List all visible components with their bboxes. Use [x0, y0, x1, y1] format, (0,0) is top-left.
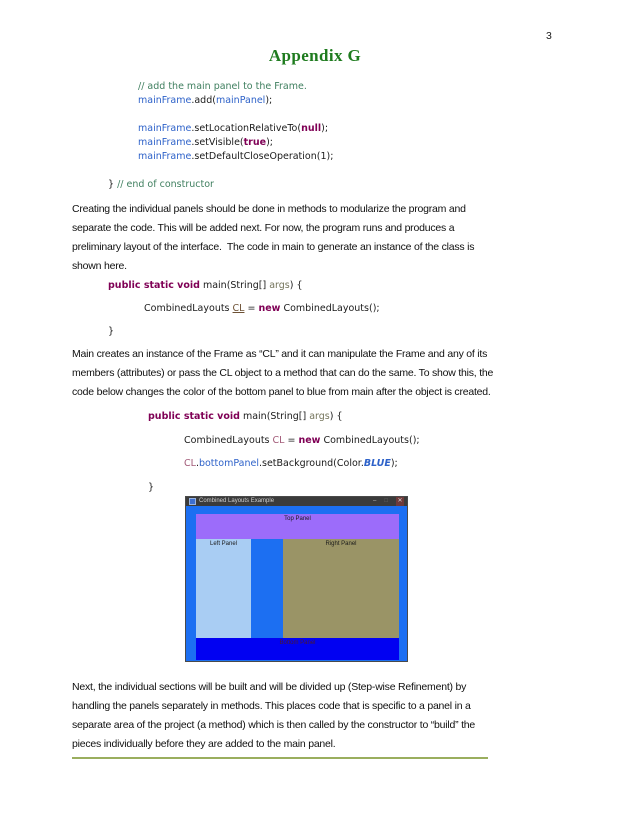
paragraph-line: preliminary layout of the interface. The code in main to generate an instance of the class is — [72, 241, 475, 253]
code-line: } — [148, 481, 155, 493]
code-block-main-1 — [108, 274, 380, 343]
code-line — [108, 164, 333, 178]
paragraph-line: shown here. — [72, 260, 127, 272]
maximize-icon: □ — [384, 498, 388, 504]
page-number: 3 — [546, 30, 552, 42]
code-line: CombinedLayouts CL = new CombinedLayouts(); — [144, 303, 380, 314]
paragraph-line: Next, the individual sections will be built and will be divided up (Step-wise Refinement) by — [72, 681, 467, 693]
code-block-main-2 — [148, 405, 420, 499]
top-panel — [196, 514, 399, 539]
left-panel — [196, 539, 251, 638]
paragraph-modularize — [72, 200, 474, 276]
embedded-app-screenshot — [185, 496, 408, 662]
paragraph-line: separate the code. This will be added next. For now, the program runs and produces a — [72, 222, 455, 234]
code-block-constructor-end — [108, 80, 333, 192]
paragraph-line: pieces individually before they are added to the main panel. — [72, 738, 336, 750]
code-line: mainFrame.setDefaultCloseOperation(1); — [138, 151, 334, 162]
paragraph-line: handling the panels separately in methods. This places code that is specific to a panel in a — [72, 700, 471, 712]
code-line: public static void main(String[] args) { — [108, 280, 303, 291]
paragraph-line: Creating the individual panels should be done in methods to modularize the program and — [72, 203, 466, 215]
minimize-icon: – — [373, 498, 377, 504]
right-panel-label: Right Panel — [325, 541, 357, 547]
paragraph-line: code below changes the color of the bottom panel to blue from main after the object is created. — [72, 386, 491, 398]
code-line: mainFrame.setVisible(true); — [138, 137, 273, 148]
right-panel — [283, 539, 399, 638]
code-line: mainFrame.add(mainPanel); — [138, 95, 273, 106]
code-line: CombinedLayouts CL = new CombinedLayouts(); — [184, 434, 420, 446]
left-panel-label: Left Panel — [209, 541, 238, 547]
app-window-icon — [189, 498, 196, 505]
paragraph-line: separate area of the project (a method) which is then called by the constructor to “build” the — [72, 719, 476, 731]
bottom-panel — [196, 638, 399, 660]
paragraph-line: Main creates an instance of the Frame as “CL” and it can manipulate the Frame and any of its — [72, 348, 488, 360]
paragraph-line: members (attributes) or pass the CL object to a method that can do the same. To show this, the — [72, 367, 494, 379]
close-icon: ✕ — [397, 498, 403, 504]
code-line: } // end of constructor — [108, 179, 214, 190]
top-panel-label: Top Panel — [284, 516, 311, 522]
app-window-controls — [373, 497, 404, 506]
paragraph-main-instance — [72, 345, 493, 402]
page-title: Appendix G — [268, 46, 362, 65]
app-titlebar — [186, 497, 407, 506]
app-window-title: Combined Layouts Example — [199, 498, 275, 504]
code-line: // add the main panel to the Frame. — [138, 81, 307, 92]
code-line: CL.bottomPanel.setBackground(Color.BLUE); — [184, 458, 398, 469]
footer-divider — [72, 757, 488, 759]
paragraph-stepwise — [72, 678, 475, 754]
code-line: mainFrame.setLocationRelativeTo(null); — [138, 123, 329, 134]
code-line: } — [108, 326, 115, 337]
bottom-panel-label: Bottom Panel — [279, 640, 316, 646]
code-line: public static void main(String[] args) { — [148, 411, 343, 422]
code-line — [108, 108, 333, 122]
app-content-area — [186, 506, 407, 662]
